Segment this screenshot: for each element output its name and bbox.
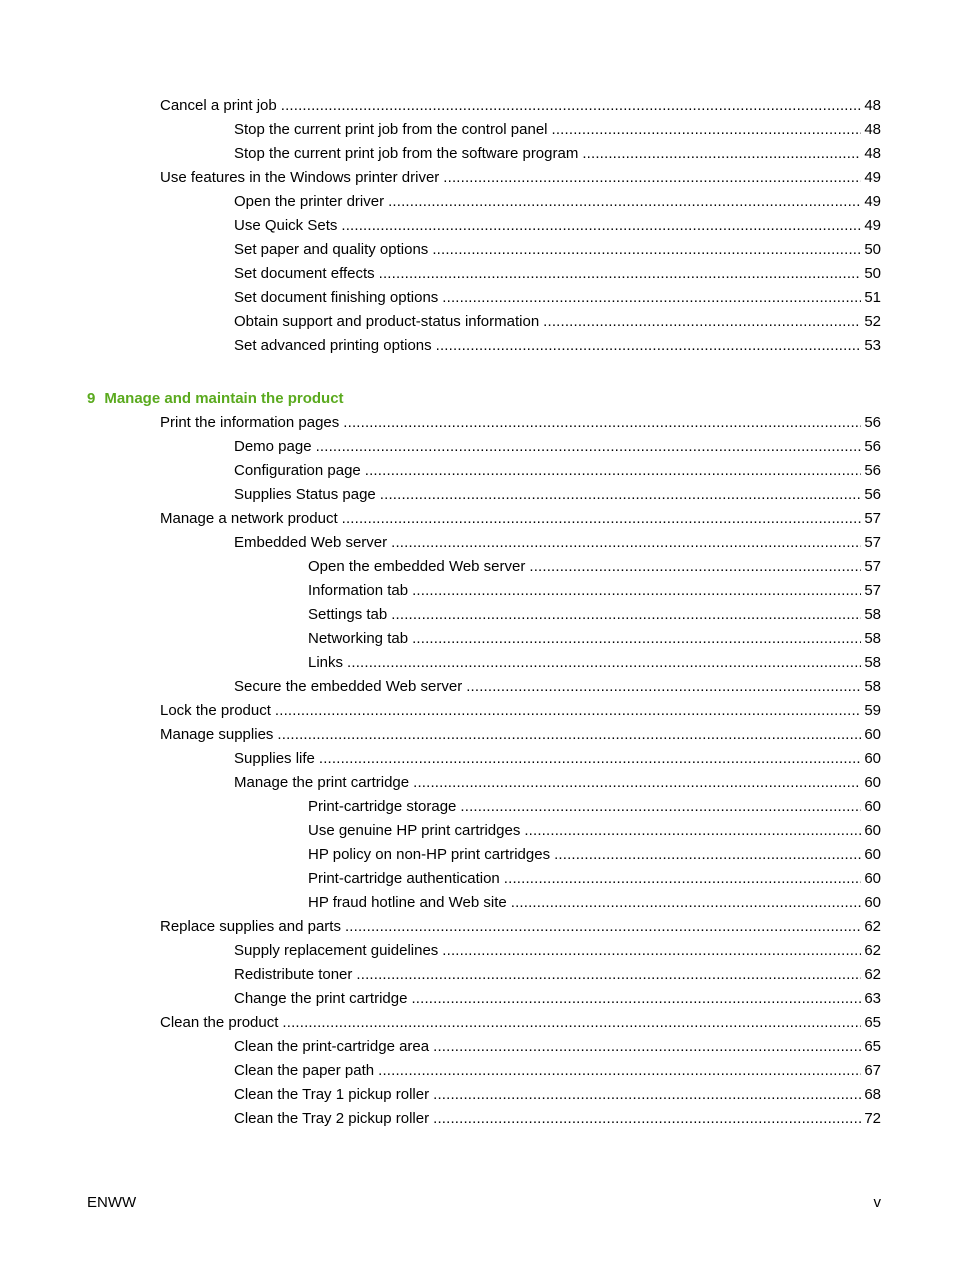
toc-entry[interactable]	[0, 1083, 954, 1107]
toc-entry-title: Set advanced printing options	[234, 337, 432, 354]
toc-entry[interactable]	[0, 1035, 954, 1059]
dot-leader	[442, 286, 861, 310]
footer-page-number: v	[873, 1194, 881, 1211]
toc-entry[interactable]	[0, 963, 954, 987]
toc-entry-line	[308, 555, 881, 579]
toc-entry-page-number: 51	[864, 289, 881, 306]
toc-entry-page-number: 68	[864, 1086, 881, 1103]
toc-entry-page-number: 60	[864, 870, 881, 887]
toc-entry-line	[308, 603, 881, 627]
toc-entry-line	[234, 118, 881, 142]
toc-entry[interactable]	[0, 286, 954, 310]
toc-entry-title: Embedded Web server	[234, 534, 388, 551]
toc-entry-line	[234, 1059, 881, 1083]
toc-entry-title: Demo page	[234, 438, 312, 455]
toc-entry-page-number: 72	[864, 1110, 881, 1127]
dot-leader	[466, 675, 861, 699]
toc-entry[interactable]	[0, 939, 954, 963]
toc-entry[interactable]	[0, 411, 954, 435]
toc-entry-title: Manage a network product	[160, 510, 338, 527]
toc-entry-line	[160, 723, 881, 747]
dot-leader	[316, 435, 862, 459]
toc-entry-page-number: 53	[864, 337, 881, 354]
toc-entry-line	[160, 94, 881, 118]
toc-entry-line	[234, 675, 881, 699]
toc-entry-title: Use Quick Sets	[234, 217, 338, 234]
toc-entry-line	[160, 411, 881, 435]
toc-entry[interactable]	[0, 915, 954, 939]
toc-entry-title: Clean the Tray 1 pickup roller	[234, 1086, 430, 1103]
toc-entry-title: Manage supplies	[160, 726, 274, 743]
toc-entry-page-number: 49	[864, 169, 881, 186]
toc-entry-title: Set paper and quality options	[234, 241, 429, 258]
dot-leader	[379, 262, 862, 286]
toc-entry-page-number: 56	[864, 414, 881, 431]
toc-entry-line	[234, 483, 881, 507]
toc-continued-list	[0, 94, 954, 358]
toc-entry-page-number: 48	[864, 97, 881, 114]
dot-leader	[552, 118, 862, 142]
toc-entry-line	[234, 238, 881, 262]
toc-entry-line	[308, 867, 881, 891]
toc-entry-line	[308, 891, 881, 915]
dot-leader	[412, 627, 861, 651]
toc-entry[interactable]	[0, 166, 954, 190]
toc-entry-title: HP fraud hotline and Web site	[308, 894, 507, 911]
toc-entry-title: Clean the product	[160, 1014, 279, 1031]
toc-entry-page-number: 56	[864, 462, 881, 479]
dot-leader	[524, 819, 861, 843]
toc-entry-page-number: 57	[864, 510, 881, 527]
dot-leader	[411, 987, 861, 1011]
toc-entry[interactable]	[0, 627, 954, 651]
toc-entry-line	[308, 579, 881, 603]
toc-entry[interactable]	[0, 483, 954, 507]
toc-entry-title: Change the print cartridge	[234, 990, 408, 1007]
toc-entry[interactable]	[0, 747, 954, 771]
toc-entry-title: Open the printer driver	[234, 193, 385, 210]
toc-entry-line	[234, 262, 881, 286]
chapter-heading[interactable]	[87, 387, 344, 411]
toc-entry-line	[234, 435, 881, 459]
toc-entry[interactable]	[0, 987, 954, 1011]
dot-leader	[443, 166, 861, 190]
dot-leader	[347, 651, 861, 675]
toc-entry-line	[234, 286, 881, 310]
toc-entry-title: Lock the product	[160, 702, 271, 719]
toc-entry-line	[308, 795, 881, 819]
toc-entry[interactable]	[0, 214, 954, 238]
toc-entry-title: Open the embedded Web server	[308, 558, 526, 575]
toc-entry-line	[160, 699, 881, 723]
toc-entry-line	[308, 819, 881, 843]
toc-entry[interactable]	[0, 94, 954, 118]
toc-entry[interactable]	[0, 1011, 954, 1035]
toc-entry-title: Settings tab	[308, 606, 388, 623]
toc-entry-page-number: 56	[864, 486, 881, 503]
toc-entry-page-number: 57	[864, 582, 881, 599]
toc-entry-line	[234, 214, 881, 238]
toc-entry[interactable]	[0, 771, 954, 795]
toc-entry[interactable]	[0, 238, 954, 262]
toc-entry-title: Manage the print cartridge	[234, 774, 410, 791]
toc-entry-page-number: 48	[864, 121, 881, 138]
toc-entry[interactable]	[0, 819, 954, 843]
toc-entry-title: Use features in the Windows printer driver	[160, 169, 440, 186]
dot-leader	[504, 867, 862, 891]
toc-entry-line	[234, 334, 881, 358]
toc-entry-line	[234, 1083, 881, 1107]
dot-leader	[412, 579, 861, 603]
toc-entry-title: Obtain support and product-status information	[234, 313, 540, 330]
toc-entry-page-number: 57	[864, 534, 881, 551]
toc-entry-line	[234, 1107, 881, 1131]
dot-leader	[365, 459, 862, 483]
toc-entry[interactable]	[0, 507, 954, 531]
chapter-title: Manage and maintain the product	[104, 390, 344, 407]
dot-leader	[582, 142, 861, 166]
toc-entry[interactable]	[0, 867, 954, 891]
dot-leader	[341, 214, 861, 238]
dot-leader	[356, 963, 861, 987]
dot-leader	[433, 1035, 861, 1059]
dot-leader	[345, 915, 861, 939]
toc-entry-page-number: 60	[864, 798, 881, 815]
dot-leader	[436, 334, 862, 358]
toc-entry-page-number: 63	[864, 990, 881, 1007]
dot-leader	[388, 190, 861, 214]
toc-entry[interactable]	[0, 1059, 954, 1083]
toc-entry-page-number: 62	[864, 966, 881, 983]
toc-entry[interactable]	[0, 675, 954, 699]
dot-leader	[554, 843, 861, 867]
toc-entry[interactable]	[0, 531, 954, 555]
toc-entry[interactable]	[0, 459, 954, 483]
dot-leader	[413, 771, 861, 795]
toc-entry-page-number: 49	[864, 193, 881, 210]
toc-entry-title: Set document effects	[234, 265, 375, 282]
toc-entry-page-number: 57	[864, 558, 881, 575]
dot-leader	[282, 1011, 861, 1035]
toc-entry[interactable]	[0, 334, 954, 358]
dot-leader	[442, 939, 861, 963]
toc-entry-title: Links	[308, 654, 344, 671]
toc-entry-page-number: 58	[864, 630, 881, 647]
toc-entry-page-number: 56	[864, 438, 881, 455]
toc-entry-line	[234, 939, 881, 963]
toc-entry-title: HP policy on non-HP print cartridges	[308, 846, 551, 863]
toc-entry-page-number: 60	[864, 846, 881, 863]
toc-entry[interactable]	[0, 190, 954, 214]
toc-entry-page-number: 49	[864, 217, 881, 234]
toc-entry-page-number: 50	[864, 241, 881, 258]
toc-entry-page-number: 65	[864, 1014, 881, 1031]
toc-entry-page-number: 58	[864, 606, 881, 623]
toc-entry-line	[308, 651, 881, 675]
dot-leader	[281, 94, 862, 118]
toc-entry-title: Networking tab	[308, 630, 409, 647]
toc-entry-page-number: 65	[864, 1038, 881, 1055]
dot-leader	[391, 603, 861, 627]
toc-entry-line	[160, 166, 881, 190]
toc-entry[interactable]	[0, 555, 954, 579]
dot-leader	[432, 238, 861, 262]
toc-entry[interactable]	[0, 651, 954, 675]
toc-entry[interactable]	[0, 603, 954, 627]
dot-leader	[543, 310, 861, 334]
toc-entry-title: Supplies life	[234, 750, 315, 767]
toc-entry-title: Clean the Tray 2 pickup roller	[234, 1110, 430, 1127]
toc-entry-title: Set document finishing options	[234, 289, 439, 306]
dot-leader	[378, 1059, 861, 1083]
dot-leader	[460, 795, 861, 819]
toc-entry-title: Information tab	[308, 582, 409, 599]
toc-entry[interactable]	[0, 699, 954, 723]
toc-entry-page-number: 62	[864, 942, 881, 959]
dot-leader	[391, 531, 861, 555]
toc-entry-page-number: 59	[864, 702, 881, 719]
toc-entry[interactable]	[0, 435, 954, 459]
toc-entry[interactable]	[0, 310, 954, 334]
toc-entry[interactable]	[0, 262, 954, 286]
toc-entry[interactable]	[0, 1107, 954, 1131]
dot-leader	[511, 891, 862, 915]
toc-entry[interactable]	[0, 579, 954, 603]
dot-leader	[433, 1107, 861, 1131]
toc-entry-page-number: 62	[864, 918, 881, 935]
chapter-entries-list	[0, 411, 954, 1131]
toc-entry-title: Use genuine HP print cartridges	[308, 822, 521, 839]
toc-entry-page-number: 52	[864, 313, 881, 330]
footer-left: ENWW	[87, 1194, 137, 1211]
toc-entry-title: Print the information pages	[160, 414, 340, 431]
toc-entry-line	[234, 963, 881, 987]
toc-entry-line	[234, 747, 881, 771]
toc-entry-line	[234, 771, 881, 795]
toc-entry-line	[234, 531, 881, 555]
dot-leader	[342, 507, 862, 531]
toc-entry-title: Print-cartridge storage	[308, 798, 457, 815]
toc-entry-page-number: 48	[864, 145, 881, 162]
toc-entry-line	[234, 459, 881, 483]
dot-leader	[277, 723, 861, 747]
toc-entry-line	[308, 627, 881, 651]
toc-entry-page-number: 60	[864, 894, 881, 911]
toc-entry-line	[160, 1011, 881, 1035]
toc-entry-line	[234, 1035, 881, 1059]
toc-entry-title: Secure the embedded Web server	[234, 678, 463, 695]
dot-leader	[433, 1083, 861, 1107]
toc-entry-line	[160, 915, 881, 939]
toc-entry-page-number: 60	[864, 774, 881, 791]
toc-entry-title: Supplies Status page	[234, 486, 376, 503]
toc-entry-line	[234, 190, 881, 214]
toc-entry[interactable]	[0, 142, 954, 166]
toc-entry[interactable]	[0, 891, 954, 915]
toc-entry[interactable]	[0, 118, 954, 142]
toc-entry-line	[234, 142, 881, 166]
toc-entry-title: Cancel a print job	[160, 97, 277, 114]
toc-entry-title: Redistribute toner	[234, 966, 353, 983]
toc-entry-line	[234, 987, 881, 1011]
toc-entry-title: Replace supplies and parts	[160, 918, 341, 935]
toc-entry-title: Stop the current print job from the software program	[234, 145, 579, 162]
dot-leader	[343, 411, 861, 435]
toc-entry-line	[308, 843, 881, 867]
toc-entry-line	[160, 507, 881, 531]
toc-entry-page-number: 58	[864, 678, 881, 695]
toc-entry-title: Configuration page	[234, 462, 361, 479]
toc-entry-title: Stop the current print job from the control panel	[234, 121, 548, 138]
toc-entry[interactable]	[0, 723, 954, 747]
toc-entry-page-number: 60	[864, 750, 881, 767]
toc-entry-page-number: 50	[864, 265, 881, 282]
toc-entry-title: Clean the print-cartridge area	[234, 1038, 430, 1055]
chapter-number: 9	[87, 390, 96, 407]
dot-leader	[529, 555, 861, 579]
toc-entry[interactable]	[0, 795, 954, 819]
toc-entry[interactable]	[0, 843, 954, 867]
dot-leader	[275, 699, 861, 723]
toc-entry-title: Print-cartridge authentication	[308, 870, 500, 887]
toc-entry-page-number: 60	[864, 726, 881, 743]
toc-entry-page-number: 58	[864, 654, 881, 671]
toc-entry-title: Clean the paper path	[234, 1062, 375, 1079]
dot-leader	[380, 483, 862, 507]
dot-leader	[319, 747, 861, 771]
toc-entry-page-number: 60	[864, 822, 881, 839]
toc-entry-page-number: 67	[864, 1062, 881, 1079]
toc-entry-title: Supply replacement guidelines	[234, 942, 439, 959]
toc-entry-line	[234, 310, 881, 334]
